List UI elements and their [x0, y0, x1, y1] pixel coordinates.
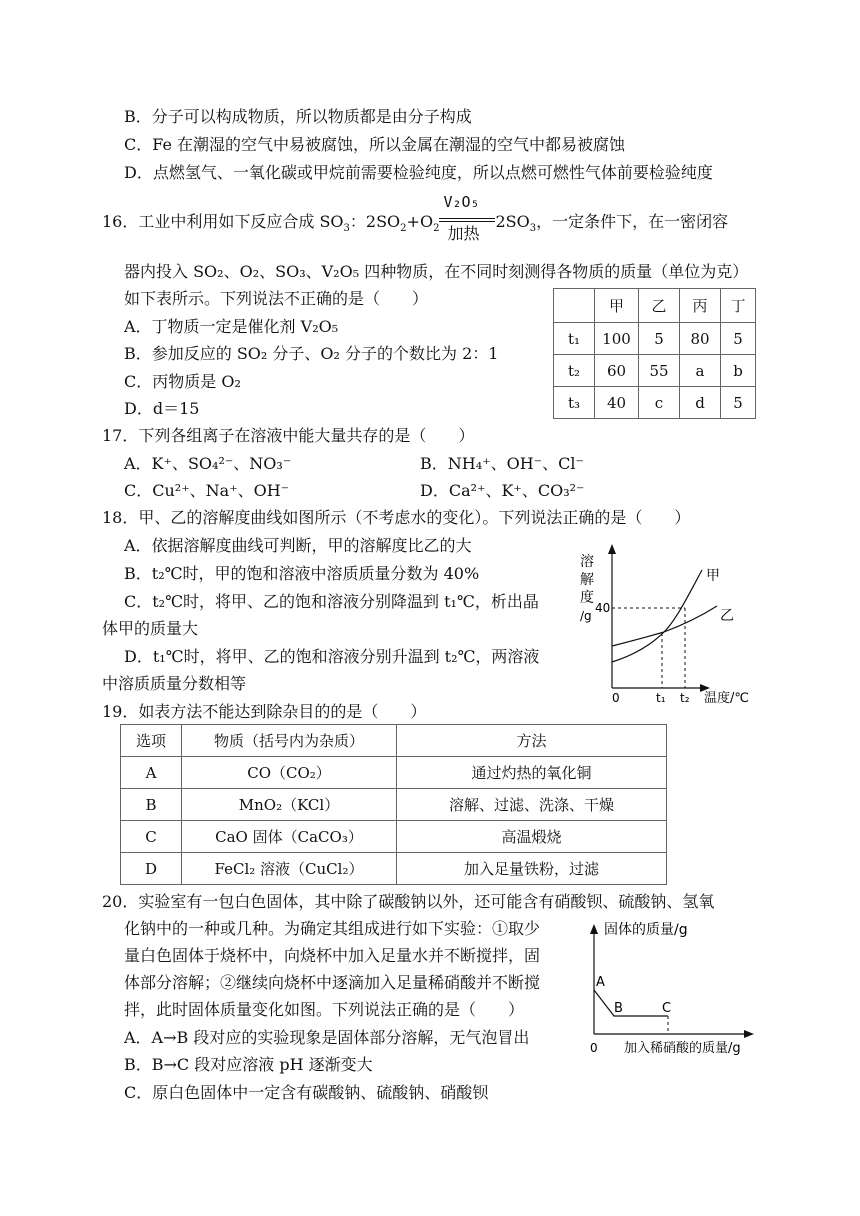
- q20-option-a: A．A→B 段对应的实验现象是固体部分溶解，无气泡冒出: [124, 1028, 530, 1047]
- q16-stem-line1: 16．工业中利用如下反应合成 $SO_3$：$2SO_2+O_2$ V₂O₅ 加热 $2SO_3$，一定条件下，在一密闭容: [102, 193, 729, 243]
- q19-stem: 19．如表方法不能达到除杂目的的是（ ）: [102, 702, 427, 721]
- q18-option-c-line2: 体甲的质量大: [102, 619, 199, 638]
- point-c-label: C: [662, 1001, 672, 1016]
- origin-label: 0: [590, 1041, 598, 1055]
- ylabel-char: 溶: [580, 554, 594, 570]
- q17-option-a: A．K⁺、SO₄²⁻、NO₃⁻: [124, 454, 292, 473]
- y-axis-label: 固体的质量/g: [604, 922, 688, 938]
- x-axis-label: 温度/℃: [704, 691, 749, 706]
- q20-line1: 20．实验室有一包白色固体，其中除了碳酸钠以外，还可能含有硝酸钡、硫酸钠、氢氧: [102, 892, 715, 911]
- q17-option-b: B．NH₄⁺、OH⁻、Cl⁻: [420, 454, 584, 473]
- q18-option-d-line1: D．t₁℃时，将甲、乙的饱和溶液分别升温到 t₂℃，两溶液: [124, 647, 540, 666]
- q15-option-c: C．Fe 在潮湿的空气中易被腐蚀，所以金属在潮湿的空气中都易被腐蚀: [124, 135, 626, 154]
- q18-solubility-graph: [572, 540, 762, 710]
- equals-line-2: [439, 221, 495, 222]
- q18-option-c-line1: C．t₂℃时，将甲、乙的饱和溶液分别降温到 t₁℃，析出晶: [124, 592, 539, 611]
- q16-option-c: C．丙物质是 O₂: [124, 372, 241, 391]
- q20-line3: 量白色固体于烧杯中，向烧杯中加入足量水并不断搅拌，固: [124, 946, 541, 965]
- q19-table: [120, 724, 667, 885]
- point-a-label: A: [596, 975, 605, 990]
- table-row: C CaO 固体（CaCO₃） 高温煅烧: [121, 821, 667, 853]
- table-row: t₃ 40 c d 5: [554, 387, 756, 419]
- q20-line2: 化钠中的一种或几种。为确定其组成进行如下实验：①取少: [124, 919, 541, 938]
- q18-option-d-line2: 中溶质质量分数相等: [102, 674, 247, 693]
- table-row: B MnO₂（KCl） 溶解、过滤、洗涤、干燥: [121, 789, 667, 821]
- y-tick-label: 40: [595, 601, 611, 615]
- equals-line: [439, 218, 495, 219]
- condition-label: 加热: [447, 224, 480, 243]
- x-tick-t2: t₂: [680, 691, 690, 705]
- table-row: D FeCl₂ 溶液（CuCl₂） 加入足量铁粉，过滤: [121, 853, 667, 885]
- y-axis-arrow-icon: [590, 924, 598, 934]
- table-row: t₁ 100 5 80 5: [554, 323, 756, 355]
- x-tick-t1: t₁: [656, 691, 666, 705]
- q20-line5: 拌，此时固体质量变化如图。下列说法正确的是（ ）: [124, 1000, 525, 1019]
- q17-option-d: D．Ca²⁺、K⁺、CO₃²⁻: [420, 481, 585, 500]
- reaction-condition: [439, 193, 495, 243]
- q16-stem-line3: 如下表所示。下列说法不正确的是（ ）: [124, 289, 429, 308]
- q20-option-b: B．B→C 段对应溶液 pH 逐渐变大: [124, 1055, 373, 1074]
- q16-option-a: A．丁物质一定是催化剂 V₂O₅: [124, 317, 339, 336]
- q18-option-a: A．依据溶解度曲线可判断，甲的溶解度比乙的大: [124, 536, 472, 555]
- curve-jia-label: 甲: [706, 568, 720, 584]
- q16-stem-line2: 器内投入 SO₂、O₂、SO₃、V₂O₅ 四种物质，在不同时刻测得各物质的质量（单位为克）: [124, 262, 749, 281]
- ylabel-char: 度: [580, 590, 594, 606]
- q18-stem: 18．甲、乙的溶解度曲线如图所示（不考虑水的变化）。下列说法正确的是（ ）: [102, 508, 691, 527]
- table-row: t₂ 60 55 a b: [554, 355, 756, 387]
- curve-yi-label: 乙: [720, 608, 734, 624]
- q16-option-b: B．参加反应的 SO₂ 分子、O₂ 分子的个数比为 2：1: [124, 344, 499, 363]
- q17-option-c: C．Cu²⁺、Na⁺、OH⁻: [124, 481, 290, 500]
- q17-stem: 17．下列各组离子在溶液中能大量共存的是（ ）: [102, 426, 475, 445]
- catalyst-label: V₂O₅: [443, 193, 480, 211]
- curve-jia: [612, 570, 702, 662]
- y-axis-arrow-icon: [608, 544, 616, 554]
- q20-option-c: C．原白色固体中一定含有碳酸钠、硫酸钠、硝酸钡: [124, 1083, 489, 1102]
- point-b-label: B: [614, 1001, 623, 1016]
- q15-option-d: D．点燃氢气、一氧化碳或甲烷前需要检验纯度，所以点燃可燃性气体前要检验纯度: [124, 163, 713, 182]
- origin-label: 0: [612, 691, 620, 705]
- q16-option-d: D．d＝15: [124, 399, 200, 418]
- q20-mass-graph: [586, 916, 762, 1066]
- table-row: A CO（CO₂） 通过灼热的氧化铜: [121, 757, 667, 789]
- ylabel-char: 解: [580, 572, 594, 588]
- q18-option-b: B．t₂℃时，甲的饱和溶液中溶质质量分数为 40%: [124, 564, 480, 583]
- q20-line4: 体部分溶解；②继续向烧杯中逐滴加入足量稀硝酸并不断搅: [124, 973, 541, 992]
- x-axis-arrow-icon: [744, 1030, 754, 1038]
- curve-yi: [612, 606, 717, 646]
- table-row: 选项 物质（括号内为杂质） 方法: [121, 725, 667, 757]
- ylabel-char: /g: [580, 609, 592, 623]
- q15-option-b: B．分子可以构成物质，所以物质都是由分子构成: [124, 107, 472, 126]
- mass-curve: [594, 990, 668, 1016]
- q16-mass-table: [553, 288, 756, 419]
- x-axis-label: 加入稀硝酸的质量/g: [624, 1041, 741, 1056]
- table-row: 甲 乙 丙 丁: [554, 289, 756, 323]
